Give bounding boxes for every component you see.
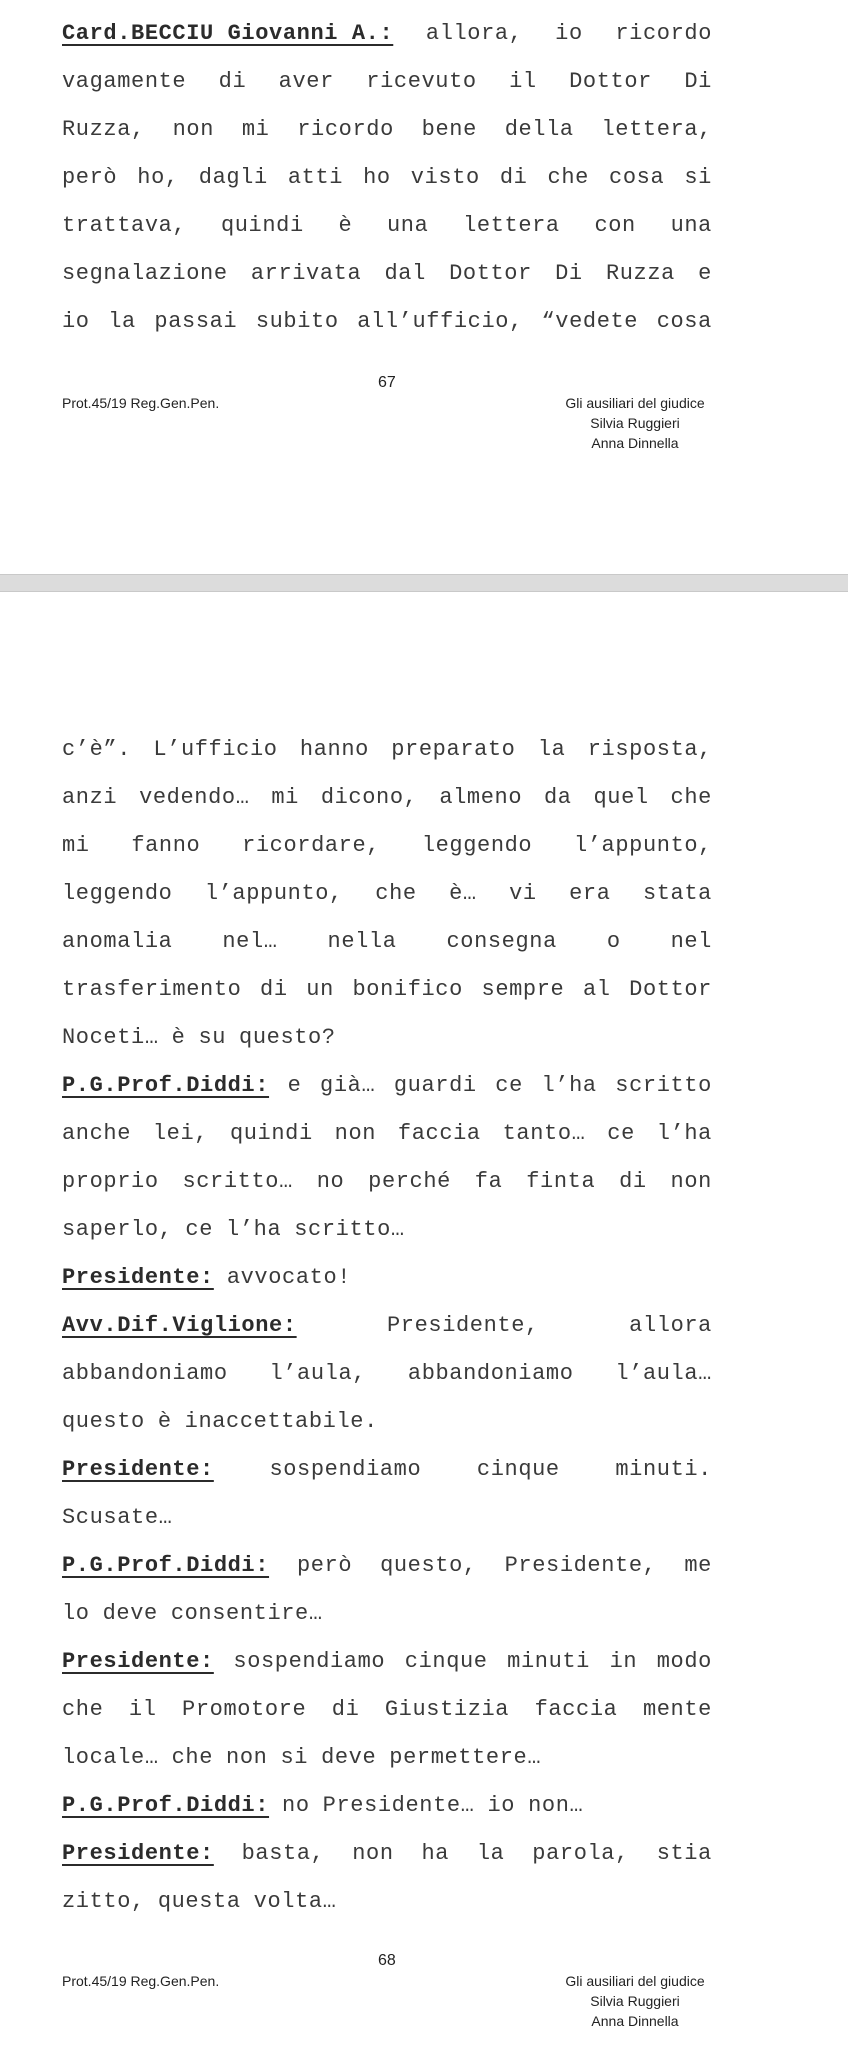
word: leggendo [421,833,533,858]
word: zitto, [62,1889,145,1914]
transcript-line [62,1350,712,1398]
transcript-line [62,918,712,966]
speaker-label: Presidente: [62,1265,214,1290]
word: si [280,1745,309,1770]
transcript-line [62,1302,712,1350]
word: me [684,1553,712,1578]
word: arrivata [250,261,362,286]
aux-name: Anna Dinnella [591,435,679,451]
transcript-line [62,1398,712,1446]
protocol-number: Prot.45/19 Reg.Gen.Pen. [62,395,220,411]
word: “vedete [541,309,639,334]
word: passai [154,309,238,334]
word: lettera [463,213,560,238]
word: già… [320,1073,376,1098]
word: che [375,881,417,906]
word: Noceti… [62,1025,159,1050]
word: no [282,1793,310,1818]
word: abbandoniamo [62,1361,228,1386]
transcript-page-67 [0,0,848,574]
word: Ruzza, [62,117,145,142]
word: io [62,309,90,334]
word: non [226,1745,268,1770]
word: scritto [615,1073,712,1098]
word: quindi [220,213,304,238]
speaker-label: P.G.Prof.Diddi: [62,1793,270,1818]
word: leggendo [62,881,173,906]
transcript-line [62,1782,712,1830]
word: trattava, [62,213,187,238]
speaker-label: Avv.Dif.Viglione: [62,1313,297,1338]
page-separator [0,574,848,592]
word: Di [555,261,583,286]
word: l’ha [541,1073,597,1098]
transcript-body [62,726,712,1926]
word: che [171,1745,214,1770]
word: volta… [253,1889,337,1914]
transcript-line [62,202,712,250]
word: un [306,977,334,1002]
word: io [555,21,583,46]
word: perché [368,1169,451,1194]
word: parola, [532,1841,629,1866]
word: visto [410,165,480,190]
word: cinque [476,1457,560,1482]
aux-title: Gli ausiliari del giudice [565,1973,705,1989]
word: anomalia [62,929,173,954]
word: io [487,1793,516,1818]
word: su [198,1025,227,1050]
word: scritto… [294,1217,405,1242]
word: l’ha [656,1121,712,1146]
transcript-line [62,1590,712,1638]
word: consentire… [170,1601,323,1626]
transcript-line [62,1110,712,1158]
word: basta, [241,1841,325,1866]
protocol-number: Prot.45/19 Reg.Gen.Pen. [62,1973,220,1989]
word: faccia [397,1121,481,1146]
word: mi [62,833,90,858]
transcript-line [62,1734,712,1782]
page-number: 68 [378,1952,396,1969]
aux-name: Silvia Ruggieri [590,1993,680,2009]
aux-name: Anna Dinnella [591,2013,679,2029]
word: è [171,1025,186,1050]
word: nel… [222,929,278,954]
word: mente [642,1697,712,1722]
word: ce [185,1217,214,1242]
word: ho, [137,165,179,190]
transcript-line [62,106,712,154]
word: Presidente… [322,1793,475,1818]
word: Ruzza [605,261,675,286]
word: ricordo [615,21,712,46]
word: all’ufficio, [357,309,523,334]
word: questa [157,1889,241,1914]
judge-assistants [550,393,720,453]
word: risposta, [587,737,712,762]
transcript-line [62,58,712,106]
word: avvocato! [226,1265,352,1290]
word: cinque [404,1649,488,1674]
word: almeno [439,785,523,810]
word: però [62,165,118,190]
word: il [128,1697,157,1722]
speaker-label: P.G.Prof.Diddi: [62,1553,270,1578]
word: questo [62,1409,145,1434]
transcript-line [62,1878,712,1926]
word: di [331,1697,360,1722]
word: anche [62,1121,132,1146]
transcript-line [62,1014,712,1062]
speaker-label: Presidente: [62,1649,214,1674]
word: minuti. [615,1457,712,1482]
word: è [338,213,353,238]
word: la [537,737,566,762]
transcript-line [62,10,712,58]
word: bene [421,117,477,142]
word: fa [474,1169,503,1194]
word: non [670,1169,712,1194]
transcript-line [62,1446,712,1494]
speaker-label: P.G.Prof.Diddi: [62,1073,270,1098]
speaker-label: Card.BECCIU Giovanni A.: [62,21,394,46]
word: sospendiamo [233,1649,386,1674]
word: è… [449,881,477,906]
word: Dottor [449,261,532,286]
word: faccia [534,1697,618,1722]
word: nel [670,929,712,954]
transcript-line [62,822,712,870]
word: con [594,213,636,238]
word: aver [278,69,334,94]
word: una [386,213,429,238]
transcript-line [62,966,712,1014]
word: e [698,261,712,286]
transcript-line [62,298,712,346]
word: lo [62,1601,90,1626]
word: hanno [299,737,369,762]
transcript-line [62,1686,712,1734]
word: o [606,929,621,954]
word: una [670,213,712,238]
word: cosa [656,309,712,334]
word: questo? [239,1025,336,1050]
word: Presidente, [504,1553,657,1578]
transcript-line [62,1542,712,1590]
word: dagli [198,165,268,190]
word: abbandoniamo [407,1361,574,1386]
word: trasferimento [62,977,242,1002]
word: permettere… [389,1745,542,1770]
word: modo [656,1649,712,1674]
word: allora, [425,21,523,46]
word: però [296,1553,353,1578]
word: deve [102,1601,158,1626]
word: dicono, [320,785,418,810]
word: vi [509,881,537,906]
transcript-line [62,1254,712,1302]
word: fanno [131,833,201,858]
transcript-line [62,870,712,918]
word: che [547,165,589,190]
word: no [316,1169,345,1194]
word: Presidente, [386,1313,539,1338]
word: Promotore [182,1697,307,1722]
word: cosa [609,165,665,190]
word: e [287,1073,302,1098]
word: questo, [380,1553,477,1578]
word: Dottor [569,69,652,94]
word: è [157,1409,172,1434]
word: ce [495,1073,523,1098]
word: nella [327,929,397,954]
transcript-line [62,726,712,774]
word: scritto… [182,1169,293,1194]
word: Scusate… [62,1505,173,1530]
word: ho [363,165,391,190]
page-number: 67 [378,374,396,391]
transcript-line [62,1638,712,1686]
word: lei, [152,1121,209,1146]
word: stata [642,881,712,906]
word: in [609,1649,638,1674]
word: quindi [229,1121,313,1146]
word: c’è”. [62,737,132,762]
word: di [619,1169,647,1194]
word: dal [384,261,426,286]
word: proprio [62,1169,159,1194]
word: la [476,1841,505,1866]
word: da [544,785,572,810]
judge-assistants [550,1971,720,2031]
transcript-page-68 [0,592,848,2048]
word: al [582,977,611,1002]
word: Dottor [629,977,712,1002]
word: finta [526,1169,596,1194]
word: che [62,1697,104,1722]
word: quel [593,785,649,810]
word: ricordo [297,117,394,142]
transcript-line [62,1830,712,1878]
word: Di [684,69,712,94]
transcript-line [62,154,712,202]
word: guardi [393,1073,477,1098]
word: allora [629,1313,712,1338]
word: che [670,785,712,810]
word: saperlo, [62,1217,173,1242]
word: L’ufficio [153,737,278,762]
word: la [108,309,136,334]
word: tanto… [502,1121,586,1146]
word: ha [421,1841,450,1866]
word: mi [271,785,299,810]
word: non… [528,1793,584,1818]
word: segnalazione [62,261,228,286]
word: di [499,165,528,190]
word: Giustizia [384,1697,510,1722]
speaker-label: Presidente: [62,1457,214,1482]
word: non [352,1841,394,1866]
aux-title: Gli ausiliari del giudice [565,395,705,411]
word: sospendiamo [269,1457,422,1482]
word: della [504,117,574,142]
word: vedendo… [139,785,250,810]
word: era [569,881,611,906]
transcript-line [62,774,712,822]
word: non [334,1121,377,1146]
word: ricevuto [366,69,477,94]
word: anzi [62,785,118,810]
word: mi [241,117,270,142]
transcript-line [62,250,712,298]
word: l’appunto, [573,833,712,858]
word: di [260,977,288,1002]
word: deve [321,1745,377,1770]
word: atti [287,165,344,190]
word: lettera, [601,117,712,142]
word: il [509,69,537,94]
aux-name: Silvia Ruggieri [590,415,680,431]
word: preparato [391,737,516,762]
word: non [172,117,215,142]
word: vagamente [62,69,187,94]
transcript-line [62,1494,712,1542]
word: l’aula, [269,1361,367,1386]
word: l’aula… [615,1361,712,1386]
word: subito [255,309,339,334]
transcript-line [62,1062,712,1110]
transcript-line [62,1158,712,1206]
word: ricordare, [242,833,381,858]
transcript-body [62,10,712,346]
word: ce [607,1121,635,1146]
word: sempre [481,977,565,1002]
word: si [684,165,712,190]
word: l’ha [226,1217,282,1242]
word: l’appunto, [204,881,343,906]
speaker-label: Presidente: [62,1841,214,1866]
word: minuti [507,1649,590,1674]
word: inaccettabile. [184,1409,378,1434]
transcript-line [62,1206,712,1254]
word: stia [656,1841,712,1866]
word: bonifico [352,977,463,1002]
word: di [218,69,247,94]
word: consegna [446,929,557,954]
word: locale… [62,1745,159,1770]
